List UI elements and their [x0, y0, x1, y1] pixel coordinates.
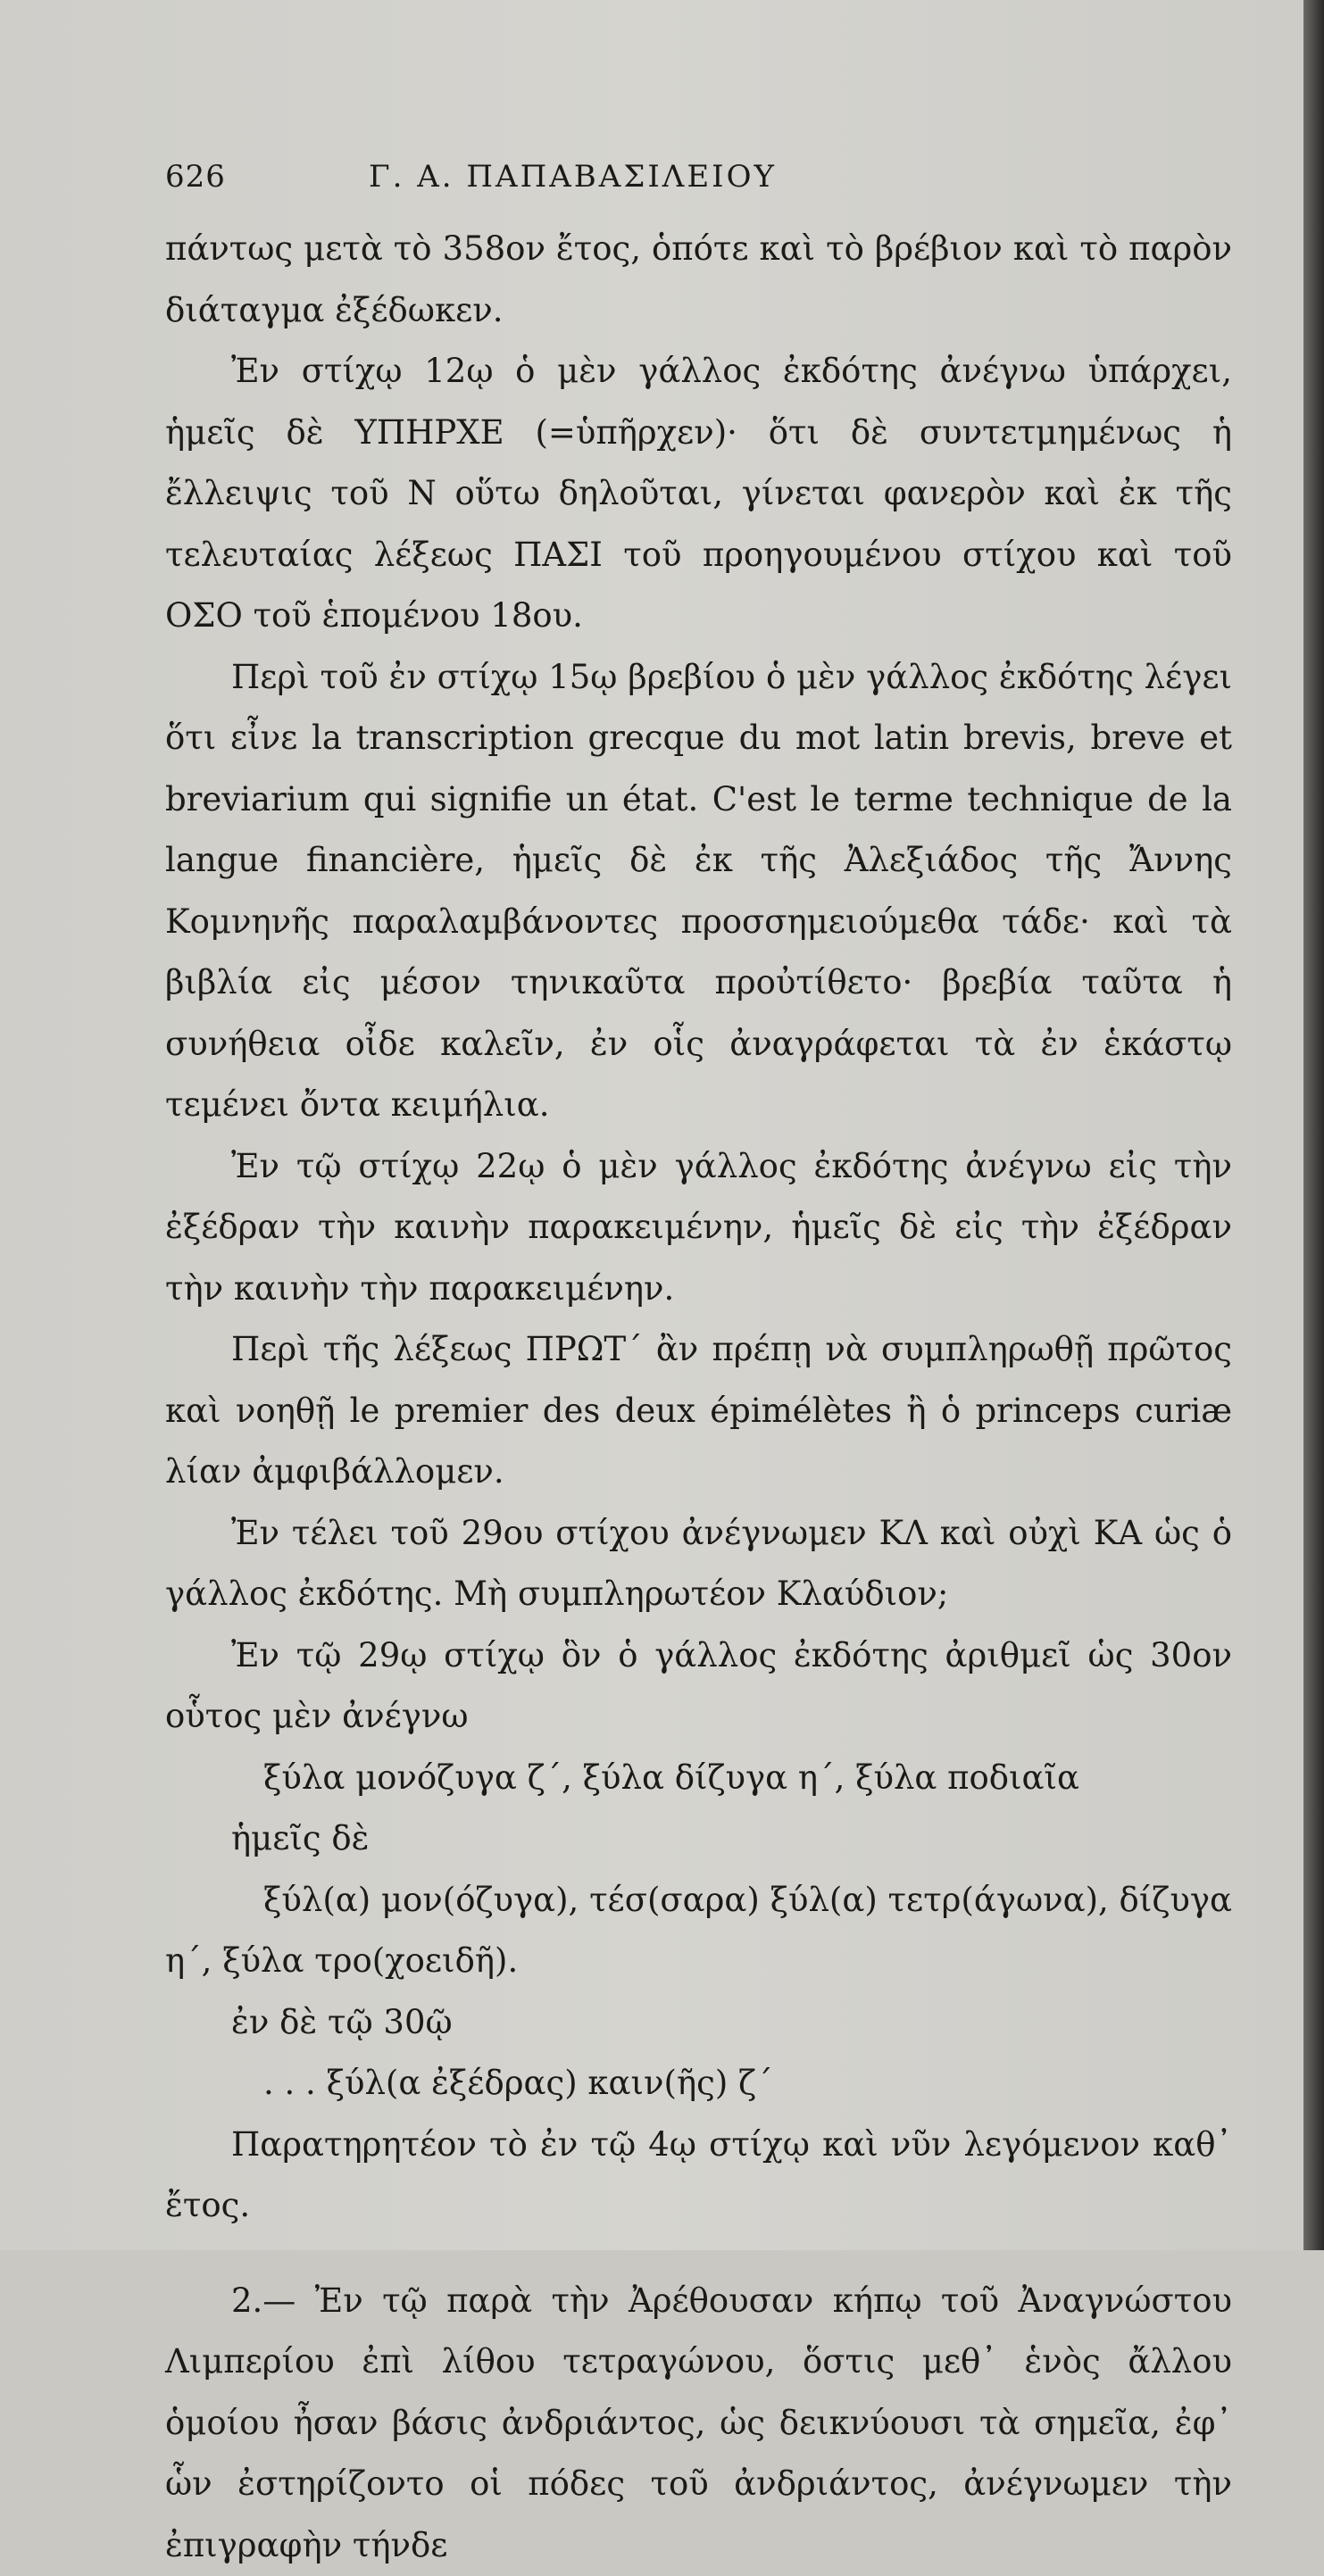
paragraph: Ἐν τῷ 29ῳ στίχῳ ὃν ὁ γάλλος ἐκδότης ἀριθμεῖ ὡς 30ον οὗτος μὲν ἀνέγνω: [165, 1625, 1232, 1748]
paragraph: ἡμεῖς δὲ: [165, 1808, 1232, 1870]
paragraph: Περὶ τοῦ ἐν στίχῳ 15ῳ βρεβίου ὁ μὲν γάλλος ἐκδότης λέγει ὅτι εἶνε la transcription grecque du mot latin brevis, breve et breviarium qui signifie un état. C'est le terme technique de la langue financière, ἡμεῖς δὲ ἐκ τῆς Ἀλεξιάδος τῆς Ἄννης Κομνηνῆς παραλαμβάνοντες προσσημειούμεθα τάδε· καὶ τὰ βιβλία εἰς μέσον τηνικαῦτα προὐτίθετο· βρεβία ταῦτα ἡ συνήθεια οἶδε καλεῖν, ἐν οἷς ἀναγράφεται τὰ ἐν ἑκάστῳ τεμένει ὄντα κειμήλια.: [165, 647, 1232, 1136]
paragraph: 2.— Ἐν τῷ παρὰ τὴν Ἀρέθουσαν κήπῳ τοῦ Ἀναγνώστου Λιμπερίου ἐπὶ λίθου τετραγώνου, ὅστις μεθ᾽ ἑνὸς ἄλλου ὁμοίου ἦσαν βάσις ἀνδριάντος, ὡς δεικνύουσι τὰ σημεῖα, ἐφ᾽ ὧν ἐστηρίζοντο οἱ πόδες τοῦ ἀνδριάντος, ἀνέγνωμεν τὴν ἐπιγραφὴν τήνδε: [165, 2271, 1232, 2576]
inscription-line: . . . ξύλ(α ἐξέδρας) καιν(ῆς) ζ´: [165, 2053, 1232, 2115]
inscription-line: ξύλ(α) μον(όζυγα), τέσ(σαρα) ξύλ(α) τετρ(άγωνα), δίζυγα η´, ξύλα τρο(χοειδῆ).: [165, 1870, 1232, 1992]
paragraph: Περὶ τῆς λέξεως ΠΡΩΤ´ ἂν πρέπῃ νὰ συμπληρωθῇ πρῶτος καὶ νοηθῇ le premier des deux épimélètes ἢ ὁ princeps curiæ λίαν ἀμφιβάλλομεν.: [165, 1319, 1232, 1503]
paragraph: πάντως μετὰ τὸ 358ον ἔτος, ὁπότε καὶ τὸ βρέβιον καὶ τὸ παρὸν διάταγμα ἐξέδωκεν.: [165, 219, 1232, 341]
body-text: [165, 219, 1232, 2576]
scan-edge: [1303, 0, 1324, 2250]
paragraph: Ἐν τέλει τοῦ 29ου στίχου ἀνέγνωμεν ΚΛ καὶ οὐχὶ ΚΑ ὡς ὁ γάλλος ἐκδότης. Μὴ συμπληρωτέον Κλαύδιον;: [165, 1503, 1232, 1625]
running-title: Γ. Α. ΠΑΠΑΒΑΣΙΛΕΙΟΥ: [369, 159, 777, 195]
page-number: 626: [165, 159, 226, 195]
inscription-line: ξύλα μονόζυγα ζ´, ξύλα δίζυγα η´, ξύλα ποδιαῖα: [165, 1748, 1232, 1809]
paragraph: Παρατηρητέον τὸ ἐν τῷ 4ῳ στίχῳ καὶ νῦν λεγόμενον καθ᾽ ἔτος.: [165, 2115, 1232, 2237]
paragraph: Ἐν στίχῳ 12ῳ ὁ μὲν γάλλος ἐκδότης ἀνέγνω ὑπάρχει, ἡμεῖς δὲ ΥΠΗΡΧΕ (=ὑπῆρχεν)· ὅτι δὲ συντετμημένως ἡ ἔλλειψις τοῦ Ν οὕτω δηλοῦται, γίνεται φανερὸν καὶ ἐκ τῆς τελευταίας λέξεως ΠΑΣΙ τοῦ προηγουμένου στίχου καὶ τοῦ ΟΣΟ τοῦ ἑπομένου 18ου.: [165, 341, 1232, 647]
paragraph: Ἐν τῷ στίχῳ 22ῳ ὁ μὲν γάλλος ἐκδότης ἀνέγνω εἰς τὴν ἐξέδραν τὴν καινὴν παρακειμένην, ἡμεῖς δὲ εἰς τὴν ἐξέδραν τὴν καινὴν τὴν παρακειμένην.: [165, 1136, 1232, 1320]
paragraph: ἐν δὲ τῷ 30ῷ: [165, 1992, 1232, 2054]
